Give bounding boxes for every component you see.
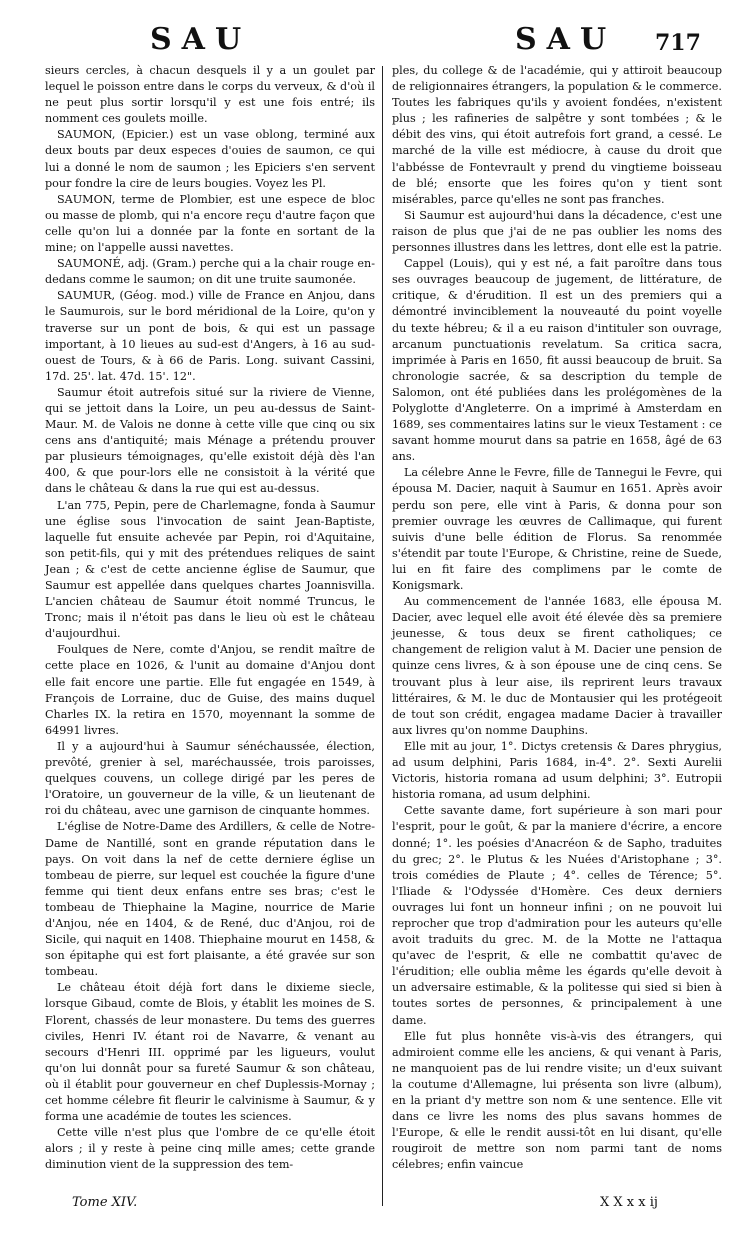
paragraph: Cette savante dame, fort supérieure à son mari pour l'esprit, pour le goût, & par la maniere d'écrire, a encore donné; 1°. les poésies d'Anacréon & de Sapho, traduites du grec; 2°. le Plutus & les Nuées d'Aristophane ; 3°. trois comédies de Plaute ; 4°. celles de Térence; 5°. l'Iliade & l'Odyssée d'Homère. Ces deux derniers ouvrages lui font un honneur infini ; on ne pouvoit lui reprocher que trop d'admiration pour les auteurs qu'elle avoit traduits du grec. M. de la Motte ne l'attaqua qu'avec de l'esprit, & elle ne combattit qu'avec de l'érudition; elle oublia même les égards qu'elle devoit à un adversaire estimable, & la politesse qui sied si bien à toutes sortes de personnes, & principalement à une dame. [392,804,722,1027]
paragraph: SAUMUR, (Géog. mod.) ville de France en Anjou, dans le Saumurois, sur le bord méridional de la Loire, qu'on y traverse sur un pont de bois, & qui est un passage important, à 10 lieues au sud-est d'Angers, à 16 au sud-ouest de Tours, & à 66 de Paris. Long. suivant Cassini, 17d. 25'. lat. 47d. 15'. 12". [45,289,375,383]
left-column [45,63,375,1173]
paragraph: L'église de Notre-Dame des Ardillers, & celle de Notre-Dame de Nantillé, sont en grande réputation dans le pays. On voit dans la nef de cette derniere église un tombeau de pierre, sur lequel est couchée la figure d'une femme qui tient deux enfans entre ses bras; c'est le tombeau de Thiephaine la Magine, nourrice de Marie d'Anjou, née en 1404, & de René, duc d'Anjou, roi de Sicile, qui naquit en 1408. Thiephaine mourut en 1458, & son épitaphe qui est fort plaisante, a été gravée sur son tombeau. [45,820,375,979]
paragraph: SAUMON, (Epicier.) est un vase oblong, terminé aux deux bouts par deux especes d'ouies de saumon, ce qui lui a donné le nom de saumon ; les Epiciers s'en servent pour fondre la cire de leurs bougies. Voyez les Pl. [45,128,375,190]
paragraph: Cappel (Louis), qui y est né, a fait paroître dans tous ses ouvrages beaucoup de jugement, de littérature, de critique, & d'érudition. Il est un des premiers qui a démontré invinciblement la nouveauté du point voyelle du texte hébreu; & il a eu raison d'intituler son ouvrage, arcanum punctuationis revelatum. Sa critica sacra, imprimée à Paris en 1650, fit aussi beaucoup de bruit. Sa chronologie sacrée, & sa description du temple de Salomon, ont été publiées dans les prolégomènes de la Polyglotte d'Angleterre. On a imprimé à Amsterdam en 1689, ses commentaires latins sur le vieux Testament : ce savant homme mourut dans sa patrie en 1658, âgé de 63 ans. [392,257,722,464]
paragraph: Le château étoit déjà fort dans le dixieme siecle, lorsque Gibaud, comte de Blois, y établit les moines de S. Florent, chassés de leur monastere. Du tems des guerres civiles, Henri IV. étant roi de Navarre, & venant au secours d'Henri III. opprimé par les ligueurs, voulut qu'on lui donnât pour sa fureté Saumur & son château, où il établit pour gouverneur en chef Duplessis-Mornay ; cet homme célebre fit fleurir le calvinisme à Saumur, & y forma une académie de toutes les sciences. [45,981,375,1124]
paragraph: Si Saumur est aujourd'hui dans la décadence, c'est une raison de plus que j'ai de ne pas oublier les noms des personnes illustres dans les lettres, dont elle est la patrie. [392,208,722,255]
paragraph: ples, du college & de l'académie, qui y attiroit beaucoup de religionnaires étrangers, la population & le commerce. Toutes les fabriques qu'ils y avoient fondées, n'existent plus ; les rafineries de salpêtre y sont tombées ; & le débit des vins, qui étoit autrefois fort grand, a cessé. Le marché de la ville est médiocre, à cause du droit que l'abbésse de Fontevrault y prend du vingtieme boisseau de blé; ensorte que les foires qu'on y tient sont misérables, parce qu'elles ne sont pas franches. [392,64,722,206]
paragraph: Foulques de Nere, comte d'Anjou, se rendit maître de cette place en 1026, & l'unit au domaine d'Anjou dont elle fait encore une partie. Elle fut engagée en 1549, à François de Lorraine, duc de Guise, des mains duquel Charles IX. la retira en 1570, moyennant la somme de 64991 livres. [45,643,375,737]
header-right-title: SAU [515,22,617,57]
paragraph: Au commencement de l'année 1683, elle épousa M. Dacier, avec lequel elle avoit été élevée dès sa premiere jeunesse, & tous deux se firent catholiques; ce changement de religion valut à M. Dacier une pension de quinze cens livres, & à son épouse une de cinq cens. Se trouvant plus à leur aise, ils reprirent leurs travaux littéraires, & M. le duc de Montausier qui les protégeoit de tout son crédit, engagea madame Dacier à travailler aux livres qu'on nomme Dauphins. [392,595,722,737]
paragraph: Elle mit au jour, 1°. Dictys cretensis & Dares phrygius, ad usum delphini, Paris 1684, in-4°. 2°. Sexti Aurelii Victoris, historia romana ad usum delphini; 3°. Eutropii historia romana, ad usum delphini. [392,739,722,802]
page-number: 717 [655,30,701,56]
paragraph: Cette ville n'est plus que l'ombre de ce qu'elle étoit alors ; il y reste à peine cinq mille ames; cette grande diminution vient de la suppression des tem- [45,1126,375,1172]
paragraph: L'an 775, Pepin, pere de Charlemagne, fonda à Saumur une église sous l'invocation de saint Jean-Baptiste, laquelle fut ensuite achevée par Pepin, roi d'Aquitaine, son petit-fils, qui y mit des prétendues reliques de saint Jean ; & c'est de cette ancienne église de Saumur, que Saumur est appellée dans quelques chartes Joannisvilla. L'ancien château de Saumur étoit nommé Truncus, le Tronc; mais il n'étoit pas dans le lieu où est le château d'aujourdhui. [45,498,375,641]
right-column [392,63,722,1173]
volume-label: Tome XIV. [72,1195,138,1210]
paragraph: SAUMONÉ, adj. (Gram.) perche qui a la chair rouge en-dedans comme le saumon; on dit une truite saumonée. [45,257,375,287]
column-divider [382,66,383,1206]
paragraph: La célebre Anne le Fevre, fille de Tannegui le Fevre, qui épousa M. Dacier, naquit à Saumur en 1651. Après avoir perdu son pere, elle vint à Paris, & donna pour son premier ouvrage les œuvres de Callimaque, qui furent suivis d'une belle édition de Florus. Sa renommée s'étendit par toute l'Europe, & Christine, reine de Suede, lui en fit faire des complimens par le comte de Konigsmark. [392,466,722,592]
signature-mark: X X x x ij [600,1195,658,1210]
running-header [0,22,732,62]
page-footer [0,1195,732,1225]
paragraph: Saumur étoit autrefois situé sur la riviere de Vienne, qui se jettoit dans la Loire, un peu au-dessus de Saint-Maur. M. de Valois ne donne à cette ville que cinq ou six cens ans d'antiquité; mais Ménage a prétendu prouver par plusieurs témoignages, qu'elle existoit déjà dès l'an 400, & que pour-lors elle ne consistoit à la vérité que dans le château & dans la rue qui est au-dessus. [45,385,375,496]
paragraph: SAUMON, terme de Plombier, est une espece de bloc ou masse de plomb, qui n'a encore reçu d'autre façon que celle qu'on lui a donnée par la fonte en sortant de la mine; on l'appelle aussi navettes. [45,192,375,255]
paragraph: sieurs cercles, à chacun desquels il y a un goulet par lequel le poisson entre dans le corps du verveux, & d'où il ne peut plus sortir lorsqu'il y est une fois entré; ils nomment ces goulets moille. [45,64,375,126]
header-left-title: SAU [150,22,252,57]
paragraph: Elle fut plus honnête vis-à-vis des étrangers, qui admiroient comme elle les anciens, & qui venant à Paris, ne manquoient pas de lui rendre visite; un d'eux suivant la coutume d'Allemagne, lui présenta son livre (album), en la priant d'y mettre son nom & une sentence. Elle vit dans ce livre les noms des plus savans hommes de l'Europe, & elle le rendit aussi-tôt en lui disant, qu'elle rougiroit de mettre son nom parmi tant de noms célebres; enfin vaincue [392,1029,722,1172]
paragraph: Il y a aujourd'hui à Saumur sénéchaussée, élection, prevôté, grenier à sel, maréchaussée, trois paroisses, quelques couvens, un college dirigé par les peres de l'Oratoire, un gouverneur de la ville, & un lieutenant de roi du château, avec une garnison de cinquante hommes. [45,739,375,818]
